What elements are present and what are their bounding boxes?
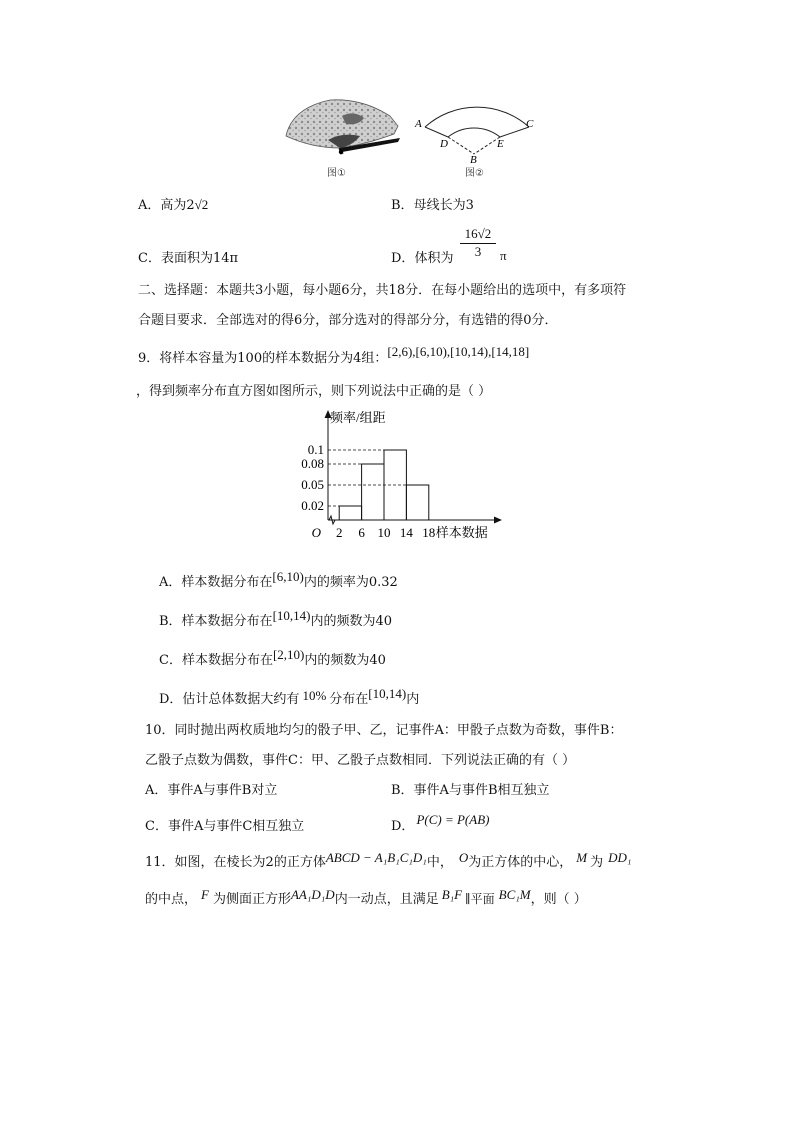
label-E: E bbox=[497, 138, 504, 150]
fan-figure bbox=[282, 96, 402, 162]
sector-diagram bbox=[412, 82, 542, 166]
q9-option-a: A．样本数据分布在[6,10)内的频率为0.32 bbox=[159, 569, 398, 590]
x-tick-label: 10 bbox=[377, 525, 391, 540]
q8-d-fraction bbox=[460, 226, 496, 260]
y-tick-label: 0.02 bbox=[301, 498, 324, 513]
label-A: A bbox=[415, 118, 422, 130]
histogram-bar bbox=[362, 464, 384, 520]
origin-label: O bbox=[311, 525, 321, 540]
histogram-bar bbox=[406, 485, 428, 520]
q9-option-c: C．样本数据分布在[2,10)内的频数为40 bbox=[159, 647, 386, 668]
histogram-bar bbox=[339, 506, 361, 520]
q10-line2: 乙骰子点数为偶数，事件C：甲、乙骰子点数相同．下列说法正确的有（ ） bbox=[145, 753, 576, 768]
y-tick-label: 0.08 bbox=[301, 456, 324, 471]
q10-line1: 10．同时抛出两枚质地均匀的骰子甲、乙，记事件A：甲骰子点数为奇数，事件B： bbox=[145, 723, 623, 738]
y-tick-label: 0.1 bbox=[307, 442, 324, 457]
label-D: D bbox=[440, 138, 448, 150]
q9-option-d: D．估计总体数据大约有 10% 分布在[10,14)内 bbox=[159, 686, 420, 707]
q8-option-c: C．表面积为14π bbox=[138, 251, 239, 266]
fig1-caption: 图① bbox=[327, 168, 346, 179]
q9-stem-line2: ，得到频率分布直方图如图所示，则下列说法中正确的是（ ） bbox=[136, 384, 492, 399]
x-axis-arrow bbox=[494, 517, 502, 524]
y-tick-label: 0.05 bbox=[301, 477, 324, 492]
q10-option-b: B．事件A与事件B相互独立 bbox=[391, 783, 550, 798]
x-tick-label: 14 bbox=[399, 525, 413, 540]
label-B: B bbox=[470, 154, 477, 166]
q8-option-d: D．体积为 bbox=[391, 251, 454, 266]
q8-option-a: A．高为2√2 bbox=[138, 197, 209, 213]
section2-line1: 二、选择题：本题共3小题，每小题6分，共18分．在每小题给出的选项中，有多项符 bbox=[138, 283, 627, 298]
label-C: C bbox=[526, 118, 534, 130]
fig2-caption: 图② bbox=[465, 168, 484, 179]
q8-d-pi: π bbox=[500, 248, 507, 263]
q11-line1: 11．如图，在棱长为2的正方体ABCD − A₁B₁C₁D₁中， O为正方体的中心， M 为 DD₁ bbox=[145, 850, 632, 870]
q8-option-b: B．母线长为3 bbox=[391, 198, 474, 213]
q9-option-b: B．样本数据分布在[10,14)内的频数为40 bbox=[159, 608, 393, 629]
x-tick-label: 2 bbox=[335, 525, 343, 540]
q9-stem-line1: 9．将样本容量为100的样本数据分为4组：[2,6),[6,10),[10,14),[14,18] bbox=[138, 344, 530, 366]
section2-line2: 合题目要求．全部选对的得6分，部分选对的得部分分，有选错的得0分． bbox=[138, 313, 558, 328]
fraction-denominator: 3 bbox=[474, 244, 482, 259]
q11-line2: 的中点， F 为侧面正方形AA₁D₁D内一动点，且满足 B₁F ∥平面 BC₁M，则（ ） bbox=[145, 887, 587, 907]
q10-option-c: C．事件A与事件C相互独立 bbox=[145, 819, 305, 834]
y-axis-label: 频率/组距 bbox=[330, 410, 386, 425]
q10-option-d: D． P(C) = P(AB) bbox=[391, 812, 490, 834]
fraction-numerator: 16√2 bbox=[460, 226, 496, 244]
q10-option-a: A．事件A与事件B对立 bbox=[145, 783, 278, 798]
x-axis-label: 样本数据 bbox=[435, 525, 488, 540]
frequency-histogram bbox=[290, 404, 510, 550]
x-tick-label: 6 bbox=[358, 525, 365, 540]
x-tick-label: 18 bbox=[422, 525, 436, 540]
